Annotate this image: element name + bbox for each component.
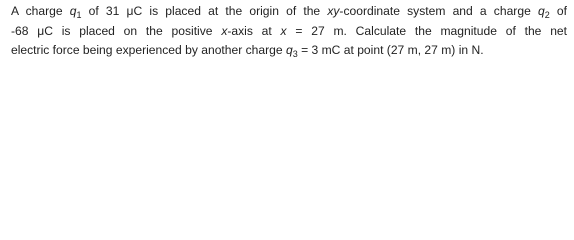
text-segment: -axis at [227,24,281,38]
problem-text [11,2,567,61]
charge-symbol-q2: q [537,4,545,18]
text-segment: = 27 m. Calculate the magnitude of the net [286,24,568,38]
xy-italic: xy [327,4,340,18]
text-segment: A charge [11,4,70,18]
subscript-1: 1 [76,10,82,20]
x-variable-italic: x [280,24,287,38]
subscript-2: 2 [544,10,550,20]
text-segment: electric force being experienced by another charge [11,43,286,57]
charge-symbol-q3: q [285,43,293,57]
charge-symbol-q1: q [69,4,77,18]
text-segment: -68 μC is placed on the positive [11,24,222,38]
problem-line-3 [11,41,567,61]
text-segment: -coordinate system and a charge [339,4,538,18]
text-segment: of 31 μC is placed at the origin of the [81,4,328,18]
x-axis-italic: x [221,24,228,38]
subscript-3: 3 [292,49,298,59]
text-segment: of [549,4,567,18]
problem-line-2 [11,22,567,41]
problem-line-1 [11,2,567,22]
text-segment: = 3 mC at point (27 m, 27 m) in N. [297,43,484,57]
